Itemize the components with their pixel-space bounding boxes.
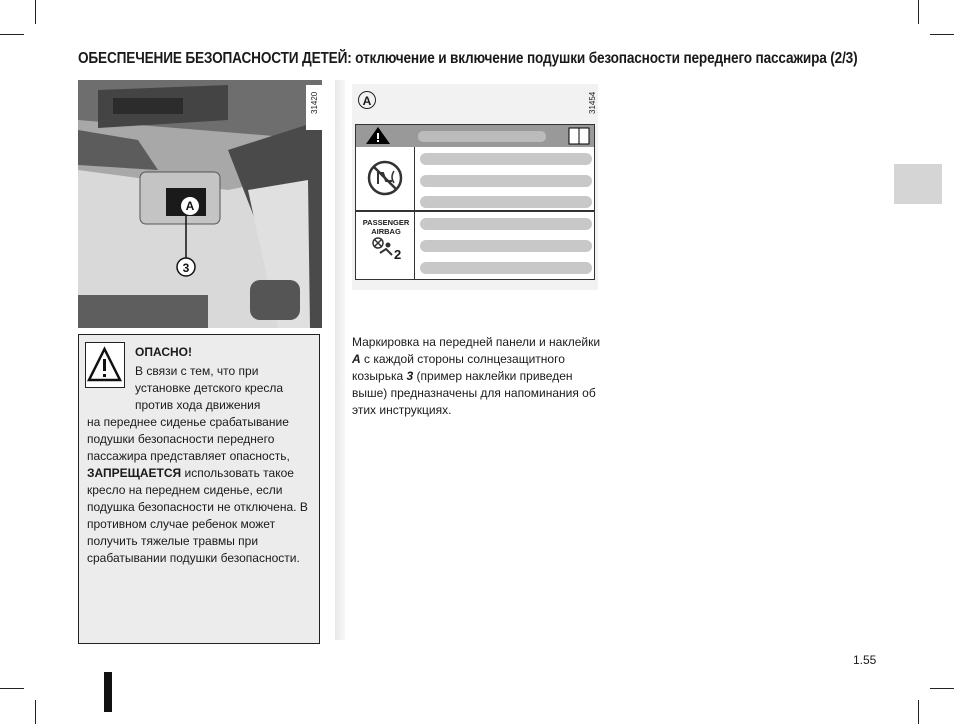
crop-mark bbox=[930, 688, 954, 689]
callout-3: 3 bbox=[182, 261, 190, 275]
warning-title: ОПАСНО! bbox=[135, 345, 192, 359]
section-tab bbox=[894, 164, 942, 204]
page-title bbox=[78, 50, 857, 68]
sun-visor-photo bbox=[78, 80, 322, 328]
warning-body1: на переднее сиденье срабатывание подушки безопасности переднего пассажира представляет опасность, bbox=[87, 415, 290, 463]
warning-text bbox=[87, 363, 315, 567]
warning-line1: В связи с тем, что при bbox=[135, 364, 259, 378]
label-line bbox=[420, 175, 592, 187]
no-rear-facing-seat-icon bbox=[366, 159, 404, 202]
crop-mark bbox=[35, 0, 36, 24]
crop-mark bbox=[0, 34, 24, 35]
warning-box bbox=[78, 334, 320, 644]
warning-body2: использовать такое кресло на переднем сиденье, если подушка безопасности не отключена. В противном случае ребенок может получить тяжелые травмы при срабатывании подушки безопасности. bbox=[87, 466, 308, 565]
passenger-text: PASSENGER bbox=[362, 218, 410, 227]
title-rest: отключение и включение подушки безопасности переднего пассажира (2/3) bbox=[351, 50, 858, 67]
section-marker bbox=[104, 672, 112, 712]
warning-line3: против хода движения bbox=[135, 398, 261, 412]
crop-mark bbox=[0, 688, 24, 689]
airbag-label bbox=[355, 124, 595, 280]
caption-a-ref: A bbox=[352, 352, 361, 366]
warning-emphasis: ЗАПРЕЩАЕТСЯ bbox=[87, 466, 182, 480]
label-line bbox=[420, 262, 592, 274]
label-header bbox=[356, 125, 594, 147]
caption-part2: с каждой стороны солнцезащитного козырька bbox=[352, 352, 565, 383]
label-line bbox=[420, 240, 592, 252]
crop-mark bbox=[918, 0, 919, 24]
crop-mark bbox=[918, 700, 919, 724]
crop-mark bbox=[35, 700, 36, 724]
airbag-text: AIRBAG bbox=[371, 227, 401, 236]
sun-visor-illustration bbox=[78, 80, 322, 328]
airbag-seat-number: 2 bbox=[394, 247, 402, 262]
airbag-off-icon bbox=[370, 235, 410, 265]
title-bold: ОБЕСПЕЧЕНИЕ БЕЗОПАСНОСТИ ДЕТЕЙ: bbox=[78, 50, 352, 67]
caption-part1: Маркировка на передней панели и наклейки bbox=[352, 335, 601, 349]
callout-a-photo: A bbox=[185, 199, 195, 213]
column-divider bbox=[335, 80, 345, 640]
warning-line2: установке детского кресла bbox=[135, 381, 284, 395]
caption-part3: (пример наклейки приведен выше) предназначены для напоминания об этих инструкциях. bbox=[352, 369, 596, 417]
figure-number: 31420 bbox=[310, 91, 319, 114]
label-line bbox=[420, 153, 592, 165]
label-line bbox=[420, 196, 592, 208]
figure-caption bbox=[352, 334, 602, 419]
page-number: 1.55 bbox=[853, 653, 877, 667]
callout-a-sticker: A bbox=[358, 91, 376, 109]
caption-num-ref: 3 bbox=[406, 369, 414, 383]
label-line bbox=[420, 218, 592, 230]
airbag-sticker-figure bbox=[352, 84, 598, 290]
figure-number-2: 31454 bbox=[588, 91, 597, 114]
crop-mark bbox=[930, 34, 954, 35]
